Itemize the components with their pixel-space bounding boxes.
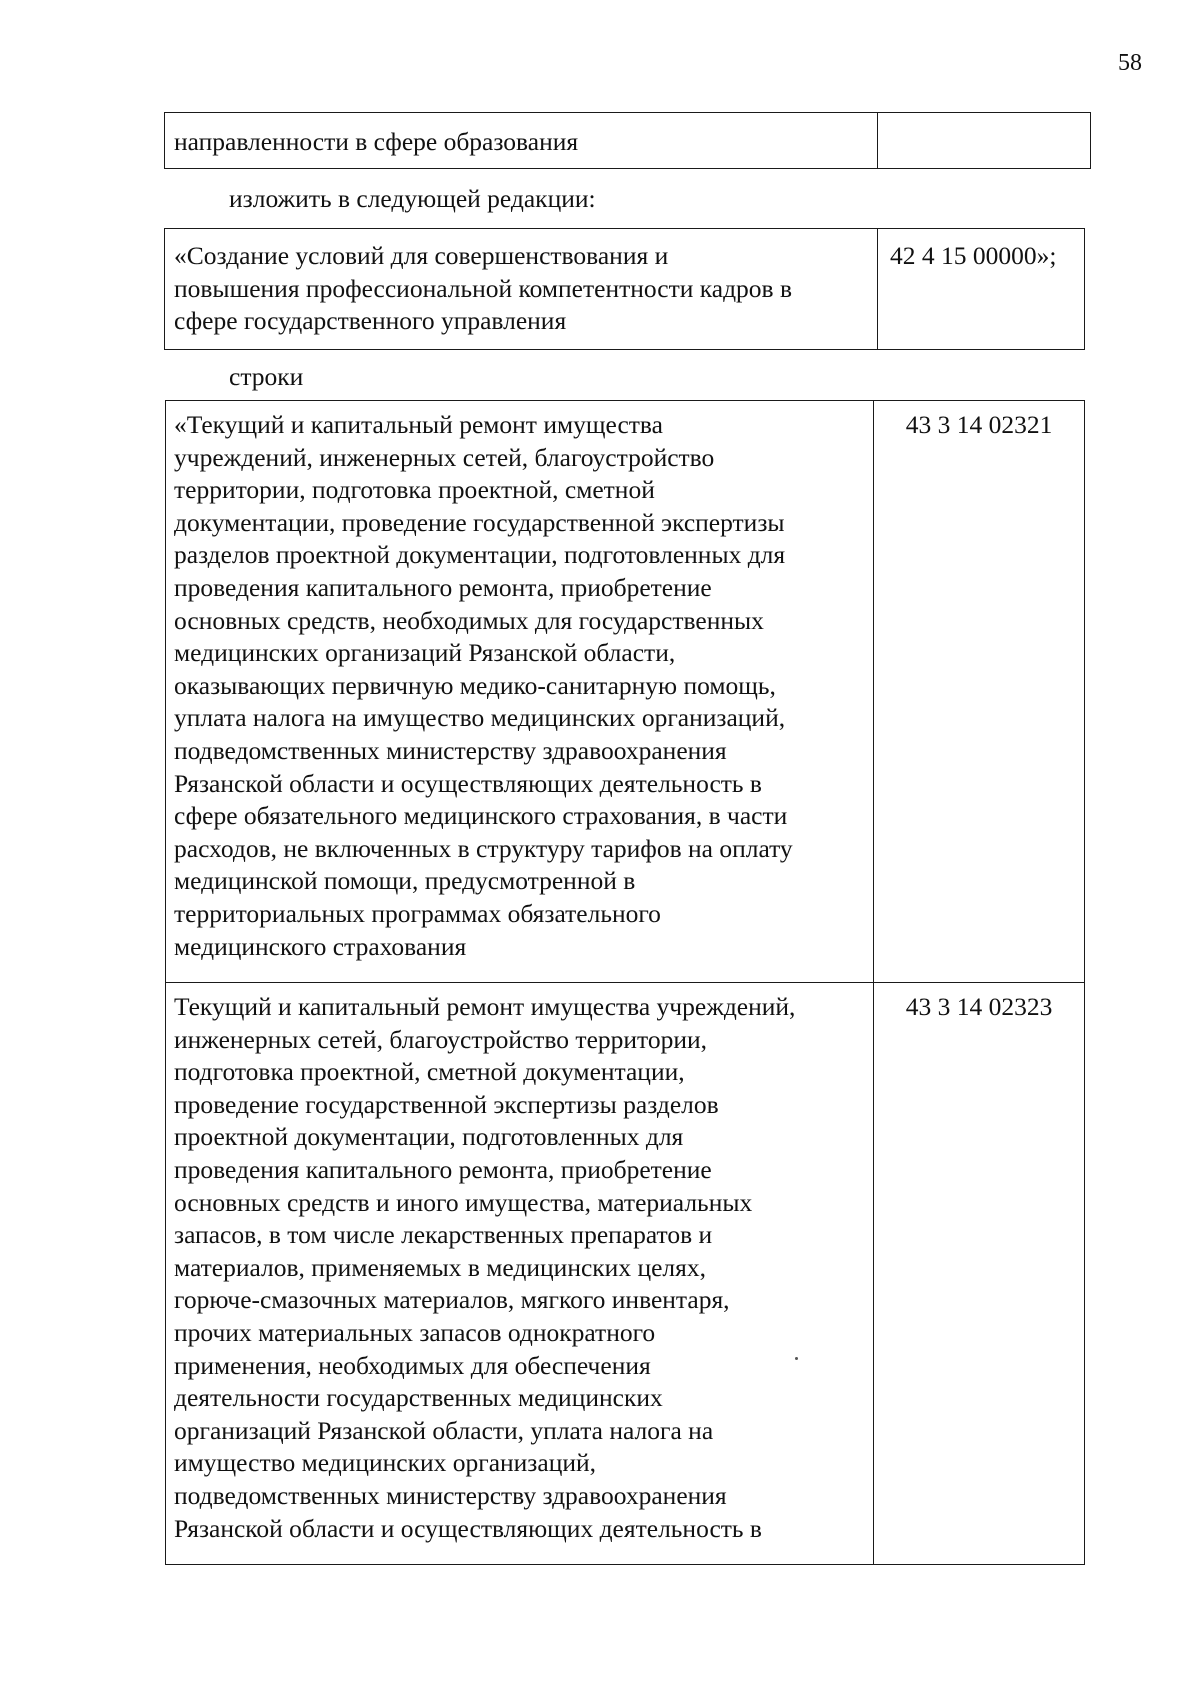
page-number: 58 <box>1118 50 1142 76</box>
table-row-code: 43 3 14 02321 <box>905 410 1053 439</box>
table-row-description: Текущий и капитальный ремонт имущества учреждений, инженерных сетей, благоустройство территории, подготовка проектной, сметной документации, проведение государственной экспертизы разделов проектной документации, подготовленных для проведения капитального ремонта, приобретение основных средств и иного имущества, материальных запасов, в том числе лекарственных препаратов и материалов, применяемых в медицинских целях, горюче-смазочных материалов, мягкого инвентаря, прочих материальных запасов однократного применения, необходимых для обеспечения деятельности государственных медицинских организаций Рязанской области, уплата налога на имущество медицинских организаций, подведомственных министерству здравоохранения Рязанской области и осуществляющих деятельность в <box>166 983 874 1564</box>
table-top-code <box>878 113 1090 168</box>
scan-speck <box>795 1357 798 1360</box>
table-row <box>166 982 1084 1564</box>
intro-text: изложить в следующей редакции: <box>229 184 596 213</box>
table-row-code: 43 3 14 02323 <box>905 992 1053 1021</box>
table-replacement <box>164 228 1085 350</box>
table-top-fragment <box>164 112 1091 169</box>
table-row <box>166 401 1084 982</box>
table-replacement-code: 42 4 15 00000»; <box>890 241 1057 270</box>
table-row-description: «Текущий и капитальный ремонт имущества учреждений, инженерных сетей, благоустройство территории, подготовка проектной, сметной документации, проведение государственной экспертизы разделов проектной документации, подготовленных для проведения капитального ремонта, приобретение основных средств, необходимых для государственных медицинских организаций Рязанской области, оказывающих первичную медико-санитарную помощь, уплата налога на имущество медицинских организаций, подведомственных министерству здравоохранения Рязанской области и осуществляющих деятельность в сфере обязательного медицинского страхования, в части расходов, не включенных в структуру тарифов на оплату медицинской помощи, предусмотренной в территориальных программах обязательного медицинского страхования <box>166 401 874 982</box>
table-top-description: направленности в сфере образования <box>165 113 878 168</box>
rows-label: строки <box>229 362 304 391</box>
table-replacement-description: «Создание условий для совершенствования и повышения профессиональной компетентности кадров в сфере государственного управления <box>165 229 878 349</box>
table-rows <box>165 400 1085 1565</box>
